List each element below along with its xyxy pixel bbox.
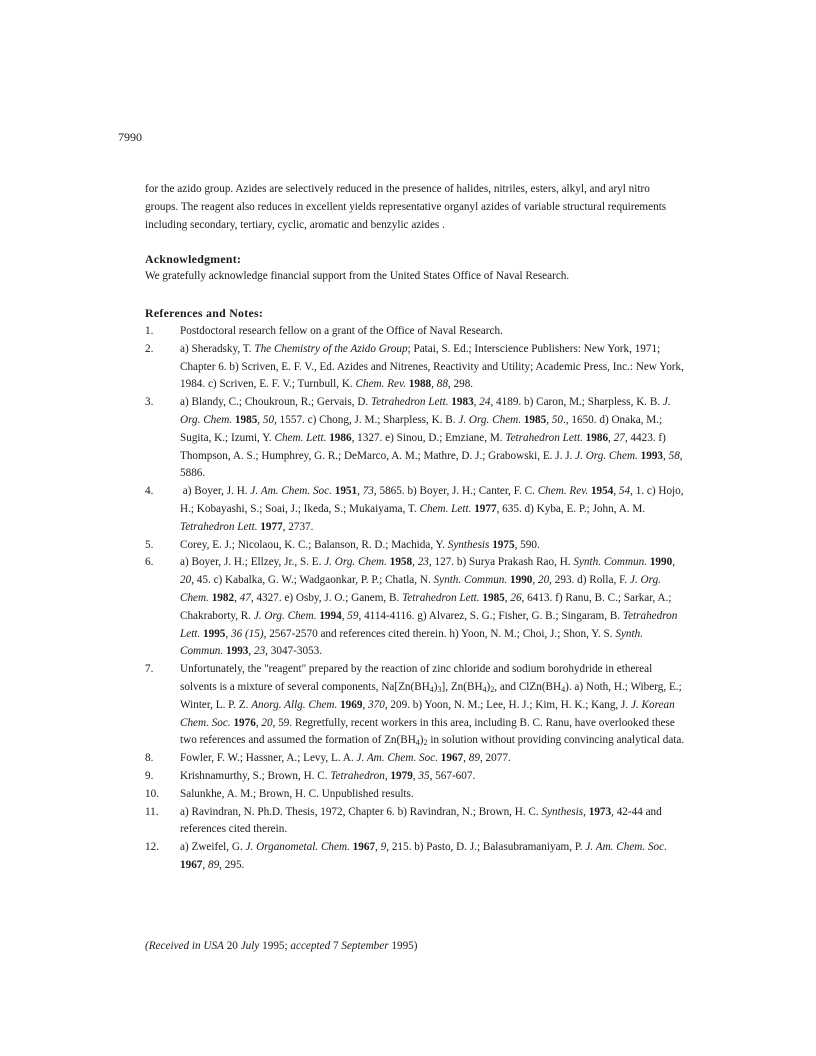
reference-number: 10. xyxy=(145,787,159,800)
reference-text: Fowler, F. W.; Hassner, A.; Levy, L. A. J. Am. Chem. Soc. 1967, 89, 2077. xyxy=(180,752,511,765)
reference-item xyxy=(145,483,685,536)
reference-text: a) Boyer, J. H. J. Am. Chem. Soc. 1951, 73, 5865. b) Boyer, J. H.; Canter, F. C. Chem. Rev. 1954, 54, 1. c) Hojo, H.; Kobayashi, S.; Soai, J.; Ikeda, S.; Mukaiyama, T. Chem. Lett. 1977, 635. d) Kyba, E. P.; John, A. M. Tetrahedron Lett. 1977, 2737. xyxy=(180,485,684,533)
reference-text: Salunkhe, A. M.; Brown, H. C. Unpublished results. xyxy=(180,787,414,800)
reference-number: 7. xyxy=(145,663,154,676)
acknowledgment-heading: Acknowledgment: xyxy=(145,252,242,266)
reference-item xyxy=(145,323,685,341)
reference-number: 3. xyxy=(145,396,154,409)
reference-number: 12. xyxy=(145,841,159,854)
reference-item xyxy=(145,341,685,394)
reference-text: Corey, E. J.; Nicolaou, K. C.; Balanson, R. D.; Machida, Y. Synthesis 1975, 590. xyxy=(180,538,540,551)
reference-text: a) Boyer, J. H.; Ellzey, Jr., S. E. J. Org. Chem. 1958, 23, 127. b) Surya Prakash Rao, H. Synth. Commun. 1990, 20, 45. c) Kabalka, G. W.; Wadgaonkar, P. P.; Chatla, N. Synth. Commun. 1990, 20, 293. d) Rolla, F. J. Org. Chem. 1982, 47, 4327. e) Osby, J. O.; Ganem, B. Tetrahedron Lett. 1985, 26, 6413. f) Ranu, B. C.; Sarkar, A.; Chakraborty, R. J. Org. Chem. 1994, 59, 4114-4116. g) Alvarez, S. G.; Fisher, G. B.; Singaram, B. Tetrahedron Lett. 1995, 36 (15), 2567-2570 and references cited therein. h) Yoon, N. M.; Choi, J.; Shon, Y. S. Synth. Commun. 1993, 23, 3047-3053. xyxy=(180,556,678,658)
reference-item xyxy=(145,786,685,804)
reference-number: 11. xyxy=(145,805,159,818)
reference-item xyxy=(145,839,685,875)
body-paragraph: for the azido group. Azides are selectively reduced in the presence of halides, nitriles, esters, alkyl, and aryl nitro groups. The reagent also reduces in excellent yields representative organyl azides of variable structural requirements including secondary, tertiary, cyclic, aromatic and benzylic azides . xyxy=(145,183,667,231)
page-number: 7990 xyxy=(118,130,142,144)
reference-number: 5. xyxy=(145,538,154,551)
references-heading: References and Notes: xyxy=(145,306,264,320)
reference-number: 4. xyxy=(145,485,154,498)
reference-text: a) Sheradsky, T. The Chemistry of the Azido Group; Patai, S. Ed.; Interscience Publishers: New York, 1971; Chapter 6. b) Scriven, E. F. V., Ed. Azides and Nitrenes, Reactivity and Utility; Academic Press, Inc.: New York, 1984. c) Scriven, E. F. V.; Turnbull, K. Chem. Rev. 1988, 88, 298. xyxy=(180,342,684,391)
reference-item xyxy=(145,537,685,555)
reference-number: 8. xyxy=(145,752,154,765)
reference-item xyxy=(145,554,685,661)
received-note: (Received in USA 20 July 1995; accepted 7 September 1995) xyxy=(145,940,418,952)
acknowledgment-text: We gratefully acknowledge financial support from the United States Office of Naval Research. xyxy=(145,270,570,282)
reference-item xyxy=(145,661,685,750)
reference-number: 2. xyxy=(145,342,154,355)
reference-text: a) Ravindran, N. Ph.D. Thesis, 1972, Chapter 6. b) Ravindran, N.; Brown, H. C. Synthesis, 1973, 42-44 and references cited therein. xyxy=(180,805,662,836)
reference-text: Krishnamurthy, S.; Brown, H. C. Tetrahedron, 1979, 35, 567-607. xyxy=(180,769,476,782)
reference-text: Postdoctoral research fellow on a grant of the Office of Naval Research. xyxy=(180,325,503,337)
reference-number: 1. xyxy=(145,325,154,337)
reference-number: 9. xyxy=(145,769,154,782)
reference-list xyxy=(145,323,685,875)
reference-number: 6. xyxy=(145,556,154,569)
reference-item xyxy=(145,394,685,483)
reference-text: a) Zweifel, G. J. Organometal. Chem. 1967, 9, 215. b) Pasto, D. J.; Balasubramaniyam, P. J. Am. Chem. Soc. 1967, 89, 295. xyxy=(180,841,667,871)
reference-item xyxy=(145,750,685,768)
reference-item xyxy=(145,804,685,840)
reference-text: Unfortunately, the "reagent" prepared by the reaction of zinc chloride and sodium borohydride in ethereal solvents is a mixture of several components, $Na[Zn(BH_4)_3]$, $Zn(BH_4)_2$, and $ClZn(BH_4)$. a) Noth, H.; Wiberg, E.; Winter, L. P. Z. Anorg. Allg. Chem. 1969, 370, 209. b) Yoon, N. M.; Lee, H. J.; Kim, H. K.; Kang, J. J. Korean Chem. Soc. 1976, 20, 59. Regretfully, recent workers in this area, including B. C. Ranu, have overlooked these two references and assumed the formation of $Zn(BH_4)_2$ in solution without providing convincing analytical data. xyxy=(180,663,685,748)
reference-item xyxy=(145,768,685,786)
reference-text: a) Blandy, C.; Choukroun, R.; Gervais, D. Tetrahedron Lett. 1983, 24, 4189. b) Caron, M.; Sharpless, K. B. J. Org. Chem. 1985, 50, 1557. c) Chong, J. M.; Sharpless, K. B. J. Org. Chem. 1985, 50., 1650. d) Onaka, M.; Sugita, K.; Izumi, Y. Chem. Lett. 1986, 1327. e) Sinou, D.; Emziane, M. Tetrahedron Lett. 1986, 27, 4423. f) Thompson, A. S.; Humphrey, G. R.; DeMarco, A. M.; Mathre, D. J.; Grabowski, E. J. J. J. Org. Chem. 1993, 58, 5886. xyxy=(180,396,683,480)
